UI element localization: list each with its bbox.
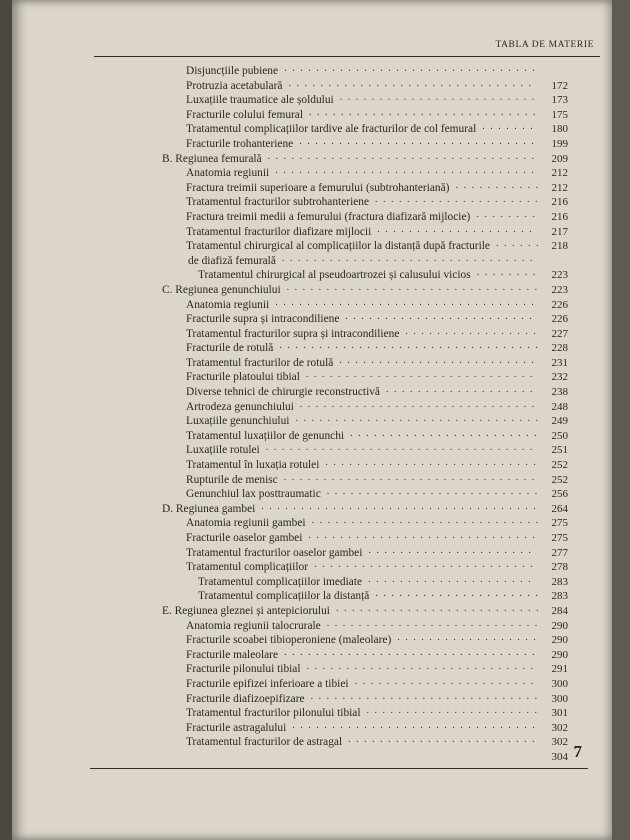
toc-entry-title: Genunchiul lax posttraumatic <box>186 488 321 501</box>
page-number: 7 <box>573 742 582 761</box>
toc-page-number: 300 <box>551 677 568 690</box>
toc-page-number: 250 <box>551 429 568 442</box>
dot-leader: ........................ <box>350 427 543 439</box>
dot-leader: .............................. <box>299 398 540 410</box>
dot-leader: ................................. <box>275 165 540 177</box>
toc-entry-title: Luxațiile traumatice ale șoldului <box>186 94 334 107</box>
toc-page-number: 216 <box>551 196 568 209</box>
toc-page-number: 290 <box>551 634 568 647</box>
toc-entry-title: Disjuncțiile pubiene <box>186 65 279 77</box>
toc-entry-title: Tratamentul fracturilor de astragal <box>186 736 343 749</box>
toc-entry-title: Tratamentul complicațiilor imediate <box>198 575 363 588</box>
toc-page-number: 252 <box>551 473 568 486</box>
toc-page-number: 277 <box>551 546 568 559</box>
toc-page-number: 232 <box>551 371 568 384</box>
book-page <box>12 0 612 840</box>
toc-entry-title: Luxațiile rotulei <box>186 444 260 457</box>
toc-page-number: 252 <box>551 459 568 472</box>
dot-leader: ............................. <box>308 530 541 541</box>
dot-leader: ............................. <box>306 661 539 673</box>
toc-page-number: 264 <box>551 502 568 515</box>
toc-entry-title: Anatomia regiunii <box>186 298 270 311</box>
toc-page-number: 300 <box>551 692 568 705</box>
toc-entry-title: Fracturile oaselor gambei <box>186 532 303 544</box>
toc-entry-title: Fractura treimii superioare a femurului (subtrohanteriană) <box>186 181 450 194</box>
toc-page-number: 180 <box>551 123 568 136</box>
toc-entry-title: B. Regiunea femurală <box>162 152 262 165</box>
dot-leader: ......................... <box>339 92 540 104</box>
toc-entry-title: Tratamentul chirurgical al pseudoartrozei și calusului vicios <box>198 269 471 282</box>
dot-leader: ........................ <box>345 311 538 323</box>
toc-page-number: 216 <box>551 210 568 223</box>
toc-entry-title: Tratamentul fracturilor diafizare mijlocii <box>186 225 372 238</box>
toc-page-number: 238 <box>551 386 568 399</box>
dot-leader: ................................. <box>275 296 540 308</box>
dot-leader: ............................. <box>305 369 538 381</box>
dot-leader: ...... <box>495 238 544 250</box>
toc-entry-title: Fracturile epifizei inferioare a tibiei <box>186 677 349 690</box>
toc-entry-title: Fracturile colului femural <box>186 108 304 121</box>
toc-page-number: 248 <box>551 400 568 413</box>
toc-page-number: 218 <box>551 240 568 253</box>
toc-page-number: 212 <box>551 181 568 194</box>
dot-leader: ........... <box>455 179 544 191</box>
toc-page-number: 227 <box>551 327 568 340</box>
dot-leader: ............................. <box>309 106 542 118</box>
toc-entry-title: Tratamentul fracturilor de rotulă <box>186 356 334 369</box>
toc-page-number: 212 <box>551 167 568 180</box>
toc-entry-title: Luxațiile genunchiului <box>186 415 290 428</box>
toc-page-number: 226 <box>551 313 568 326</box>
toc-entry-title: Tratamentul fracturilor subtrohanteriene <box>186 196 370 209</box>
dot-leader: ....................... <box>354 675 539 687</box>
dot-leader: ................................ <box>284 63 541 74</box>
dot-leader: .................... <box>377 223 538 235</box>
dot-leader: ........................... <box>326 486 543 498</box>
toc-page-number: 290 <box>551 648 568 661</box>
toc-entry-title: Fracturile pilonului tibial <box>186 663 301 676</box>
toc-page-number: 209 <box>551 152 568 165</box>
dot-leader: .................................. <box>265 442 538 454</box>
toc-page-number: 175 <box>551 108 568 121</box>
toc-page-number: 302 <box>551 736 568 749</box>
toc-entry <box>12 750 612 765</box>
toc-entry-title: Protruzia acetabulară <box>186 79 283 92</box>
toc-entry-title: Anatomia regiunii <box>186 167 270 180</box>
toc-page-number: 278 <box>551 561 568 574</box>
dot-leader: ..................... <box>368 573 537 585</box>
toc-entry-title: Tratamentul complicațiilor la distanță <box>198 590 370 603</box>
toc-page-number: 251 <box>551 444 568 457</box>
dot-leader: .............................. <box>299 135 540 147</box>
dot-leader: ............................ <box>314 559 539 571</box>
dot-leader: ............................... <box>292 719 541 731</box>
toc-entry-title: Tratamentul fracturilor oaselor gambei <box>186 546 363 559</box>
toc-page-number: 256 <box>551 488 568 501</box>
dot-leader: ............................... <box>295 413 544 425</box>
toc-entry <box>12 735 612 750</box>
toc-entry-title: Fracturile diafizoepifizare <box>186 692 305 705</box>
toc-page-number: 275 <box>551 532 568 544</box>
dot-leader: ..................... <box>375 194 544 206</box>
toc-page-number: 283 <box>551 575 568 588</box>
toc-entry-title: Tratamentul în luxația rotulei <box>186 459 320 472</box>
toc-page-number: 223 <box>551 283 568 296</box>
toc-entry-title: Tratamentul luxațiilor de genunchi <box>186 429 345 442</box>
dot-leader: ................................ <box>283 471 540 483</box>
toc-entry-title: Fracturile scoabei tibioperoniene (maleolare) <box>186 634 392 647</box>
dot-leader: ............................... <box>288 77 537 89</box>
toc-entry-title: de diafiză femurală <box>188 254 276 267</box>
toc-page-number: 226 <box>551 298 568 311</box>
toc-entry-title: Artrodeza genunchiului <box>186 400 294 413</box>
toc-page-number: 223 <box>551 269 568 282</box>
dot-leader: ................................ <box>284 646 541 658</box>
toc-entry-title: D. Regiunea gambei <box>162 502 256 515</box>
toc-entry-title: Tratamentul fracturilor pilonului tibial <box>186 707 361 720</box>
toc-entry-title: Fracturile de rotulă <box>186 342 274 355</box>
toc-page-number: 275 <box>551 517 568 530</box>
toc-entry-title: Tratamentul fracturilor supra și intracondiliene <box>186 327 400 340</box>
toc-page-number: 228 <box>551 342 568 355</box>
dot-leader: ............................. <box>310 690 543 702</box>
dot-leader: ................................ <box>286 281 543 293</box>
toc-page-number: 172 <box>551 79 568 92</box>
footer-rule <box>90 768 588 769</box>
header-title: TABLA DE MATERIE <box>495 40 594 50</box>
toc-entry-title: Tratamentul chirurgical al complicațiilor la distanță după fracturile <box>186 240 490 253</box>
toc-page-number: 199 <box>551 137 568 150</box>
toc-entry-title: Tratamentul complicațiilor <box>186 561 309 574</box>
toc-page-number: 302 <box>551 721 568 734</box>
dot-leader: ........ <box>476 267 541 279</box>
toc-entry-title: Rupturile de menisc <box>186 473 278 486</box>
toc-entry-title: Fractura treimii medii a femurului (fractura diafizară mijlocie) <box>186 210 471 223</box>
dot-leader: .......................... <box>335 602 544 614</box>
header-rule <box>94 56 600 57</box>
toc-entry-title: Fracturile platoului tibial <box>186 371 300 384</box>
dot-leader: ........................ <box>348 734 541 746</box>
toc-entry-title: C. Regiunea genunchiului <box>162 283 281 296</box>
toc-page-number: 217 <box>551 225 568 238</box>
toc-entry-title: Diverse tehnici de chirurgie reconstructivă <box>186 386 380 399</box>
toc-entry-title: Fracturile trohanteriene <box>186 137 294 150</box>
toc-page-number: 249 <box>551 415 568 428</box>
dot-leader: ................... <box>386 384 538 396</box>
toc-entry-title: Fracturile supra și intracondiliene <box>186 313 340 326</box>
toc-entry-title: Anatomia regiunii gambei <box>186 517 306 530</box>
toc-entry-title: Fracturile astragalului <box>186 721 287 734</box>
toc-page-number: 284 <box>551 604 568 617</box>
dot-leader: ...................... <box>366 705 543 717</box>
toc-page-number: 283 <box>551 590 568 603</box>
dot-leader: ..................... <box>368 544 537 556</box>
toc-page-number: 301 <box>551 707 568 720</box>
dot-leader: .................................. <box>267 150 540 162</box>
book-spine <box>0 0 12 840</box>
dot-leader: ..................... <box>375 588 544 600</box>
toc-page-number: 304 <box>551 750 568 763</box>
dot-leader: ................................ <box>281 252 538 264</box>
dot-leader: ................. <box>405 325 542 337</box>
dot-leader: .................. <box>397 632 542 644</box>
toc-entry-title: Tratamentul complicațiilor tardive ale fracturilor de col femural <box>186 123 477 136</box>
toc-entry-title: Fracturile maleolare <box>186 648 279 661</box>
toc-page-number: 291 <box>551 663 568 676</box>
toc-entry-title: Anatomia regiunii talocrurale <box>186 619 321 632</box>
dot-leader: ........................... <box>326 617 543 629</box>
dot-leader: ........ <box>476 208 541 220</box>
table-of-contents <box>12 64 612 765</box>
toc-page-number: 231 <box>551 356 568 369</box>
dot-leader: ................................... <box>261 500 542 512</box>
dot-leader: ......................... <box>339 354 540 366</box>
toc-page-number: 173 <box>551 94 568 107</box>
toc-page-number: 290 <box>551 619 568 632</box>
dot-leader: ................................. <box>279 340 544 352</box>
dot-leader: ....... <box>482 121 539 133</box>
toc-entry-title: E. Regiunea gleznei și antepiciorului <box>162 604 330 617</box>
dot-leader: ........................... <box>325 457 542 469</box>
dot-leader: ............................. <box>311 515 544 527</box>
